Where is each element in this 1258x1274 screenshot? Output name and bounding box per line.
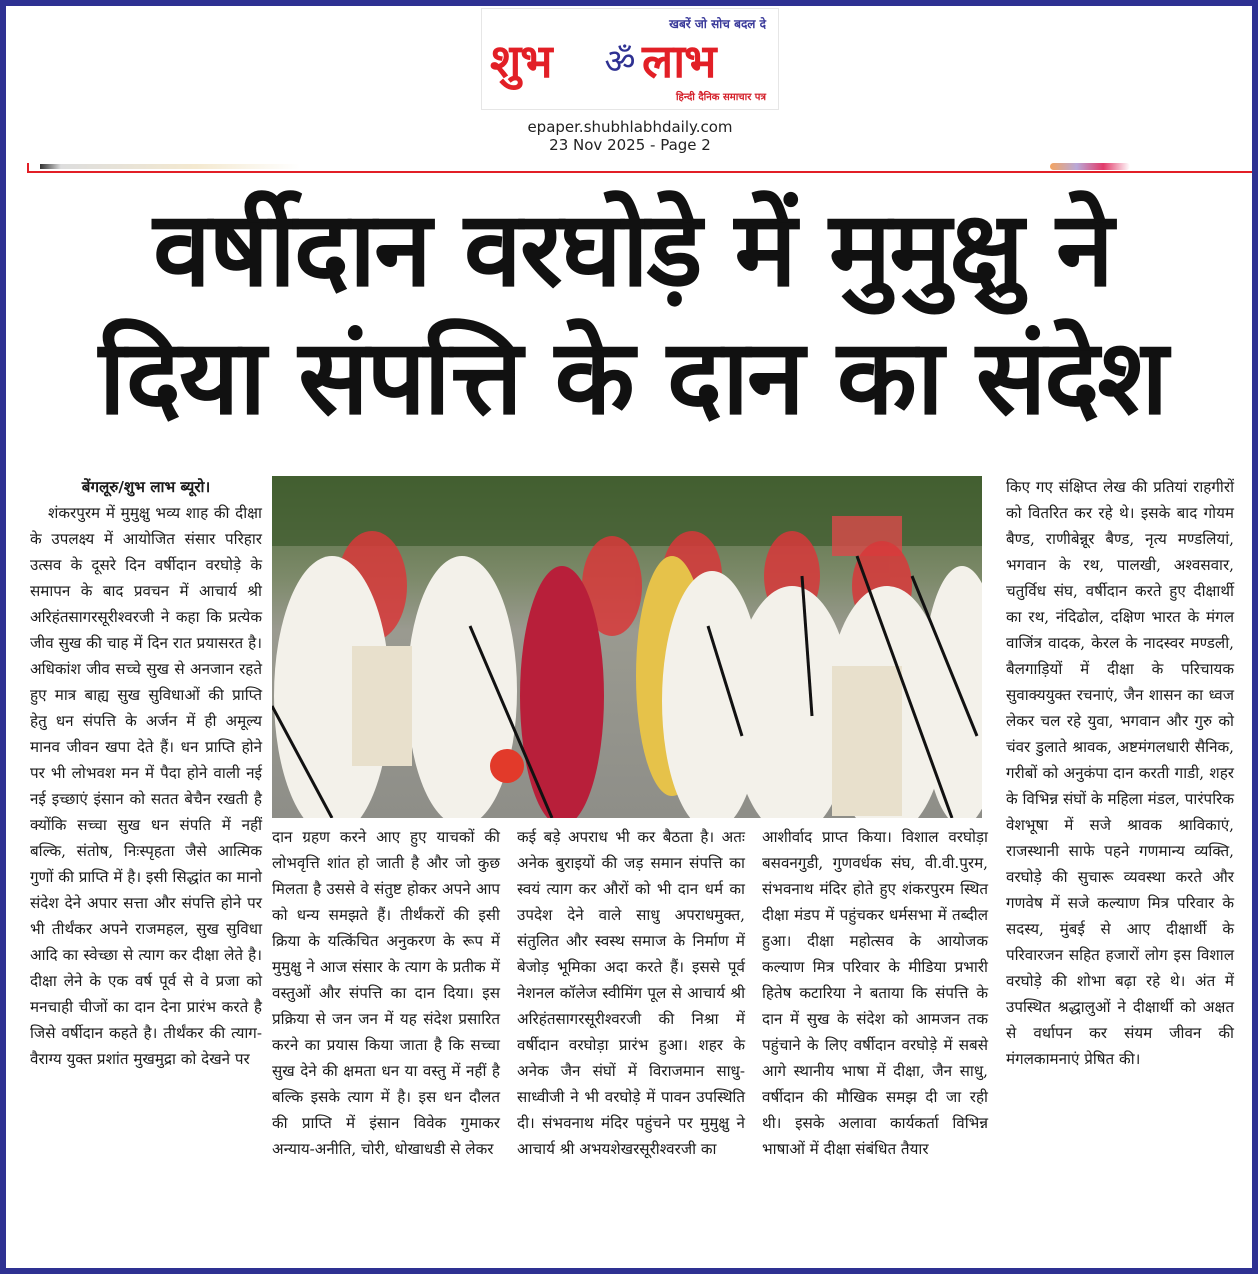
logo-word-labh: लाभ — [642, 34, 716, 88]
column-text: कई बड़े अपराध भी कर बैठता है। अतः अनेक बुराइयों की जड़ समान संपत्ति का स्वयं त्याग कर औरों को भी दान धर्म का उपदेश देने वाले साधु अपराधमुक्त, संतुलित और स्वस्थ समाज के निर्माण में बेजोड़ भूमिका अदा करते हैं। इससे पूर्व नेशनल कॉलेज स्वीमिंग पूल से आचार्य श्री अरिहंतसागरसूरीश्वरजी की निश्रा में वर्षीदान वरघोड़ा प्रारंभ हुआ। शहर के अनेक जैन संघों में विराजमान साधु-साध्वीजी ने भी वरघोड़े में पावन उपस्थिति दी। संभवनाथ मंदिर पहुंचने पर मुमुक्षु ने आचार्य श्री अभयशेखरसूरीश्वरजी का — [517, 828, 745, 1158]
article-column-2 — [272, 824, 500, 1162]
site-info — [380, 118, 880, 154]
article-photo — [272, 476, 982, 818]
dateline: बेंगलूरु/शुभ लाभ ब्यूरो। — [81, 478, 211, 496]
masthead-logo — [481, 8, 779, 110]
procession-photo — [272, 476, 982, 818]
column-text: आशीर्वाद प्राप्त किया। विशाल वरघोड़ा बसवनगुडी, गुणवर्धक संघ, वी.वी.पुरम, संभवनाथ मंदिर होते हुए शंकरपुरम स्थित दीक्षा मंडप में पहुंचकर धर्मसभा में तब्दील हुआ। दीक्षा महोत्सव के आयोजक कल्याण मित्र परिवार के मीडिया प्रभारी हितेष कटारिया ने बताया कि संपत्ति के दान में सुख के संदेश को आमजन तक पहुंचाने के लिए वर्षीदान वरघोड़े में सबसे आगे स्थानीय भाषा में दीक्षा, जैन साधु, वर्षीदान की मौखिक समझ दी जा रही थी। इसके अलावा कार्यकर्ता विभिन्न भाषाओं में दीक्षा संबंधित तैयार — [762, 828, 988, 1158]
article-column-1 — [30, 474, 262, 1072]
article-column-5 — [1006, 474, 1234, 1072]
decorative-strip-right — [1050, 163, 1130, 170]
article-headline — [20, 185, 1245, 441]
header-divider — [27, 171, 1252, 173]
article-column-3 — [517, 824, 745, 1162]
masthead-subtag: हिन्दी दैनिक समाचार पत्र — [675, 92, 766, 103]
decorative-strip-left — [40, 164, 300, 169]
logo-word-shubh: शुभ — [490, 34, 552, 88]
article-column-4 — [762, 824, 988, 1162]
column-text: दान ग्रहण करने आए हुए याचकों की लोभवृत्ति शांत हो जाती है और जो कुछ मिलता है उससे वे संतुष्ट होकर अपने आप को धन्य समझते हैं। तीर्थंकरों की इसी क्रिया के यत्किंचित अनुकरण के रूप में मुमुक्षु ने आज संसार के त्याग के प्रतीक में वस्तुओं और संपत्ति का दान दिया। इस प्रक्रिया से जन जन में यह संदेश प्रसारित करने का प्रयास किया जाता है कि सच्चा सुख देने की क्षमता धन या वस्तु में नहीं है बल्कि इसके त्याग में है। इस धन दौलत की प्राप्ति में इंसान विवेक गुमाकर अन्याय-अनीति, चोरी, धोखाधडी से लेकर — [272, 828, 500, 1158]
column-text: किए गए संक्षिप्त लेख की प्रतियां राहगीरों को वितरित कर रहे थे। इसके बाद गोयम बैण्ड, राणीबेन्नूर बैण्ड, नृत्य मण्डलियां, भगवान के रथ, पालखी, अश्वसवार, चतुर्विध संघ, वर्षीदान करते हुए दीक्षार्थी का रथ, नंदिढोल, दक्षिण भारत के मंगल वाजिंत्र वादक, केरल के नादस्वर मण्डली, बैलगाड़ियों में दीक्षा के परिचायक सुवाक्ययुक्त रचनाएं, जैन शासन का ध्वज लेकर चल रहे युवा, भगवान और गुरु को चंवर डुलाते श्रावक, अष्टमंगलधारी सैनिक, गरीबों को अनुकंपा दान करती गाडी, शहर के विभिन्न संघों के महिला मंडल, पारंपरिक वेशभूषा में सजे श्रावक श्राविकाएं, राजस्थानी साफे पहने गणमान्य व्यक्ति, वरघोड़े की सुचारू व्यवस्था करते और गणवेष में सजे कल्याण मित्र परिवार के सदस्य, मुंबई से आए दीक्षार्थी के परिवारजन सहित हजारों लोग इस विशाल वरघोड़े की शोभा बढ़ा रहे थे। अंत में उपस्थित श्रद्धालुओं ने दीक्षार्थी को अक्षत से वर्धापन कर संयम जीवन की मंगलकामनाएं प्रेषित की। — [1006, 478, 1234, 1068]
site-url: epaper.shubhlabhdaily.com — [527, 118, 733, 136]
masthead-tagline: खबरें जो सोच बदल दे — [669, 17, 766, 31]
ganesh-icon: ॐ — [604, 42, 636, 82]
headline-line-1: वर्षीदान वरघोड़े में मुमुक्षु ने — [153, 188, 1112, 310]
date-page: 23 Nov 2025 - Page 2 — [549, 136, 711, 154]
column-text: शंकरपुरम में मुमुक्षु भव्य शाह की दीक्षा के उपलक्ष्य में आयोजित संसार परिहार उत्सव के दूसरे दिन वर्षीदान वरघोड़े के समापन के बाद प्रवचन में आचार्य श्री अरिहंतसागरसूरीश्वरजी ने कहा कि प्रत्येक जीव सुख की चाह में दिन रात प्रयासरत है। अधिकांश जीव सच्चे सुख से अनजान रहते हुए मात्र बाह्य सुख सुविधाओं की प्राप्ति हेतु धन संपत्ति के अर्जन में ही अमूल्य मानव जीवन खपा देते हैं। धन प्राप्ति होने पर भी लोभवश मन में पैदा होने वाली नई नई इच्छाएं इंसान को सतत बेचैन रखती है क्योंकि सच्चा सुख धन संपति में नहीं बल्कि, संतोष, निःस्पृहता जैसे आत्मिक गुणों की प्राप्ति में है। इसी सिद्धांत का मानो संदेश देने अपार सत्ता और संपत्ति होने पर भी तीर्थंकर अपने राजमहल, सुख सुविधा आदि का स्वेच्छा से त्याग कर दीक्षा लेते है। दीक्षा लेने के एक वर्ष पूर्व से वे प्रजा को मनचाही चीजों का दान देना प्रारंभ करते है जिसे वर्षीदान कहते है। तीर्थंकर की त्याग-वैराग्य युक्त प्रशांत मुखमुद्रा को देखने पर — [30, 504, 262, 1068]
headline-line-2: दिया संपत्ति के दान का संदेश — [98, 316, 1167, 438]
